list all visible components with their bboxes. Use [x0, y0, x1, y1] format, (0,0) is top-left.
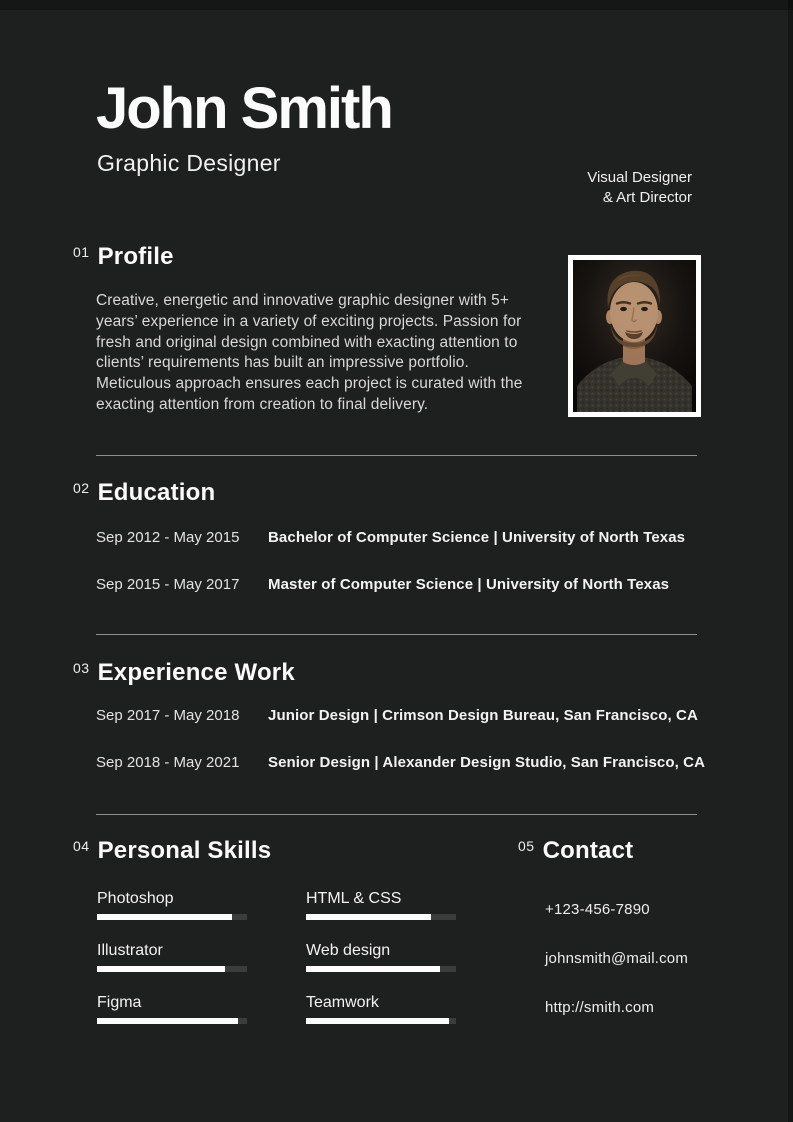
divider-line	[96, 455, 697, 456]
divider-line	[96, 634, 697, 635]
education-rows	[96, 529, 716, 623]
skill-bar-fill	[97, 914, 232, 920]
skill-item	[306, 993, 456, 1024]
education-section-heading	[73, 480, 215, 506]
contact-section-title: Contact	[542, 837, 634, 864]
education-dates: Sep 2012 - May 2015	[96, 529, 240, 546]
education-row	[96, 529, 716, 546]
skill-bar-track	[306, 966, 456, 972]
education-row	[96, 576, 716, 593]
experience-row	[96, 754, 716, 771]
contact-website: http://smith.com	[545, 999, 655, 1016]
skill-bar-track	[97, 914, 247, 920]
skill-item	[97, 993, 247, 1024]
skill-item	[97, 941, 247, 972]
skill-label: HTML & CSS	[306, 890, 402, 907]
skills-section-heading	[73, 838, 271, 864]
skills-section-number: 04	[73, 838, 90, 854]
skill-bar-fill	[97, 966, 225, 972]
experience-dates: Sep 2018 - May 2021	[96, 754, 240, 771]
education-description: Master of Computer Science | University of North Texas	[268, 576, 670, 593]
contact-items	[545, 901, 688, 1048]
experience-rows	[96, 707, 716, 801]
skill-bar-track	[306, 914, 456, 920]
education-section-title: Education	[97, 479, 216, 506]
divider-line	[96, 814, 697, 815]
skill-label: Web design	[306, 942, 391, 959]
experience-dates: Sep 2017 - May 2018	[96, 707, 240, 724]
experience-description: Senior Design | Alexander Design Studio, San Francisco, CA	[268, 754, 706, 771]
skill-label: Illustrator	[97, 942, 163, 959]
profile-section-title: Profile	[97, 243, 174, 270]
person-name: John Smith	[96, 76, 392, 141]
contact-section-number: 05	[518, 838, 535, 854]
experience-section-heading	[73, 660, 295, 686]
skill-label: Figma	[97, 994, 142, 1011]
profile-section-number: 01	[73, 244, 90, 260]
contact-phone: +123-456-7890	[545, 901, 650, 918]
skill-bar-track	[97, 1018, 247, 1024]
experience-description: Junior Design | Crimson Design Bureau, San Francisco, CA	[268, 707, 698, 724]
contact-section-heading	[518, 838, 633, 864]
skill-bar-fill	[306, 1018, 449, 1024]
profile-photo	[568, 255, 701, 417]
skill-bar-fill	[97, 1018, 238, 1024]
skill-item	[97, 889, 247, 920]
profile-section-heading	[73, 244, 174, 270]
person-role: Graphic Designer	[97, 150, 281, 176]
header-tagline	[587, 168, 692, 207]
page-right-edge	[788, 0, 793, 1122]
profile-text: Creative, energetic and innovative graphic designer with 5+ years’ experience in a variety of exciting projects. Passion for fresh and original design combined with exacting attention to clients’ requirements has built an impressive portfolio. Meticulous approach ensures each project is curated with the exacting attention from creation to final delivery.	[96, 292, 523, 413]
experience-section-title: Experience Work	[97, 659, 295, 686]
portrait-image	[573, 260, 696, 412]
education-description: Bachelor of Computer Science | University of North Texas	[268, 529, 686, 546]
contact-email: johnsmith@mail.com	[545, 950, 689, 967]
tagline-line-2: & Art Director	[602, 188, 692, 206]
skill-label: Photoshop	[97, 890, 174, 907]
experience-row	[96, 707, 716, 724]
skills-column-left	[97, 889, 247, 1045]
tagline-line-1: Visual Designer	[587, 169, 692, 186]
skill-item	[306, 941, 456, 972]
education-dates: Sep 2015 - May 2017	[96, 576, 240, 593]
skill-bar-track	[97, 966, 247, 972]
education-section-number: 02	[73, 480, 90, 496]
experience-section-number: 03	[73, 660, 90, 676]
skill-bar-fill	[306, 914, 431, 920]
page-top-edge	[0, 0, 793, 10]
skill-item	[306, 889, 456, 920]
skill-bar-track	[306, 1018, 456, 1024]
skills-column-right	[306, 889, 456, 1045]
skill-bar-fill	[306, 966, 440, 972]
skill-label: Teamwork	[306, 994, 379, 1011]
skills-section-title: Personal Skills	[97, 837, 272, 864]
